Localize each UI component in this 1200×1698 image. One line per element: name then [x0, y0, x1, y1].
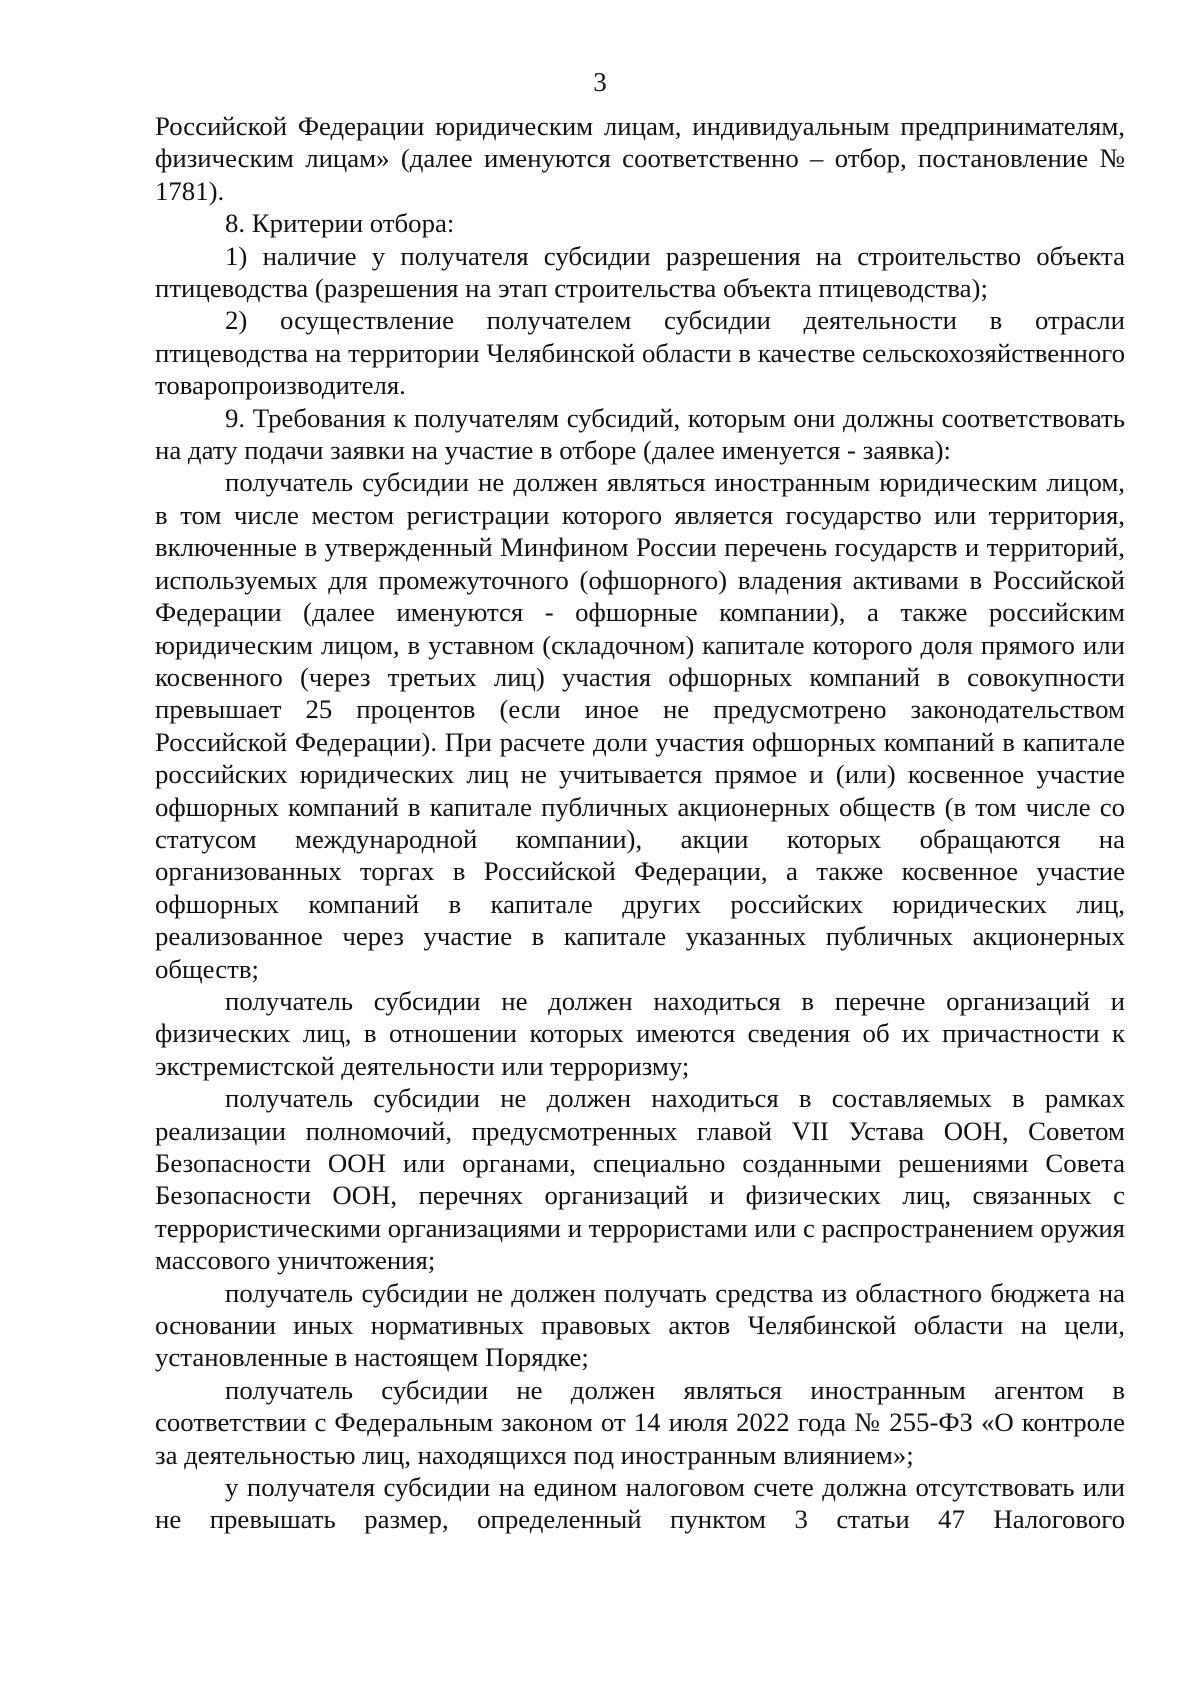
paragraph-criteria-heading: 8. Критерии отбора:: [225, 208, 455, 239]
paragraph-continuation: Российской Федерации юридическим лицам, индивидуальным предпринимателям, физическим лицам» (далее именуются соответственно – отбор, постановление № 1781).: [155, 111, 1125, 206]
paragraph-tax-requirement: у получателя субсидии на едином налоговом счете должна отсутствовать или не превышать размер, определенный пунктом 3 статьи 47 Налогового: [155, 1472, 1125, 1535]
document-body: [155, 110, 1125, 1536]
paragraph-foreign-agent-requirement: получатель субсидии не должен являться иностранным агентом в соответствии с Федеральным законом от 14 июля 2022 года № 255-ФЗ «О контроле за деятельностью лиц, находящихся под иностранным влиянием»;: [155, 1374, 1125, 1470]
paragraph-criterion-1: 1) наличие у получателя субсидии разрешения на строительство объекта птицеводства (разрешения на этап строительства объекта птицеводства);: [155, 240, 1125, 304]
paragraph-criterion-2: 2) осуществление получателем субсидии деятельности в отрасли птицеводства на территории Челябинской области в качестве сельскохозяйственного товаропроизводителя.: [155, 305, 1125, 401]
paragraph-requirements-heading: 9. Требования к получателям субсидий, которым они должны соответствовать на дату подачи заявки на участие в отборе (далее именуется - заявка):: [155, 402, 1125, 466]
page-number: 3: [593, 67, 607, 97]
paragraph-offshore-requirement: получатель субсидии не должен являться иностранным юридическим лицом, в том числе местом регистрации которого является государство или территория, включенные в утвержденный Минфином России перечень государств и территорий, используемых для промежуточного (офшорного) владения активами в Российской Федерации (далее именуются - офшорные компании), а также российским юридическим лицом, в уставном (складочном) капитале которого доля прямого или косвенного (через третьих лиц) участия офшорных компаний в совокупности превышает 25 процентов (если иное не предусмотрено законодательством Российской Федерации). При расчете доли участия офшорных компаний в капитале российских юридических лиц не учитывается прямое и (или) косвенное участие офшорных компаний в капитале публичных акционерных обществ (в том числе со статусом международной компании), акции которых обращаются на организованных торгах в Российской Федерации, а также косвенное участие офшорных компаний в капитале других российских юридических лиц, реализованное через участие в капитале указанных публичных акционерных обществ;: [155, 467, 1125, 984]
paragraph-budget-requirement: получатель субсидии не должен получать средства из областного бюджета на основании иных нормативных правовых актов Челябинской области на цели, установленные в настоящем Порядке;: [155, 1277, 1125, 1373]
paragraph-extremism-requirement: получатель субсидии не должен находиться в перечне организаций и физических лиц, в отношении которых имеются сведения об их причастности к экстремистской деятельности или терроризму;: [155, 985, 1125, 1081]
paragraph-un-sanctions-requirement: получатель субсидии не должен находиться в составляемых в рамках реализации полномочий, предусмотренных главой VII Устава ООН, Советом Безопасности ООН или органами, специально созданными решениями Совета Безопасности ООН, перечнях организаций и физических лиц, связанных с террористическими организациями и террористами или с распространением оружия массового уничтожения;: [155, 1083, 1125, 1276]
